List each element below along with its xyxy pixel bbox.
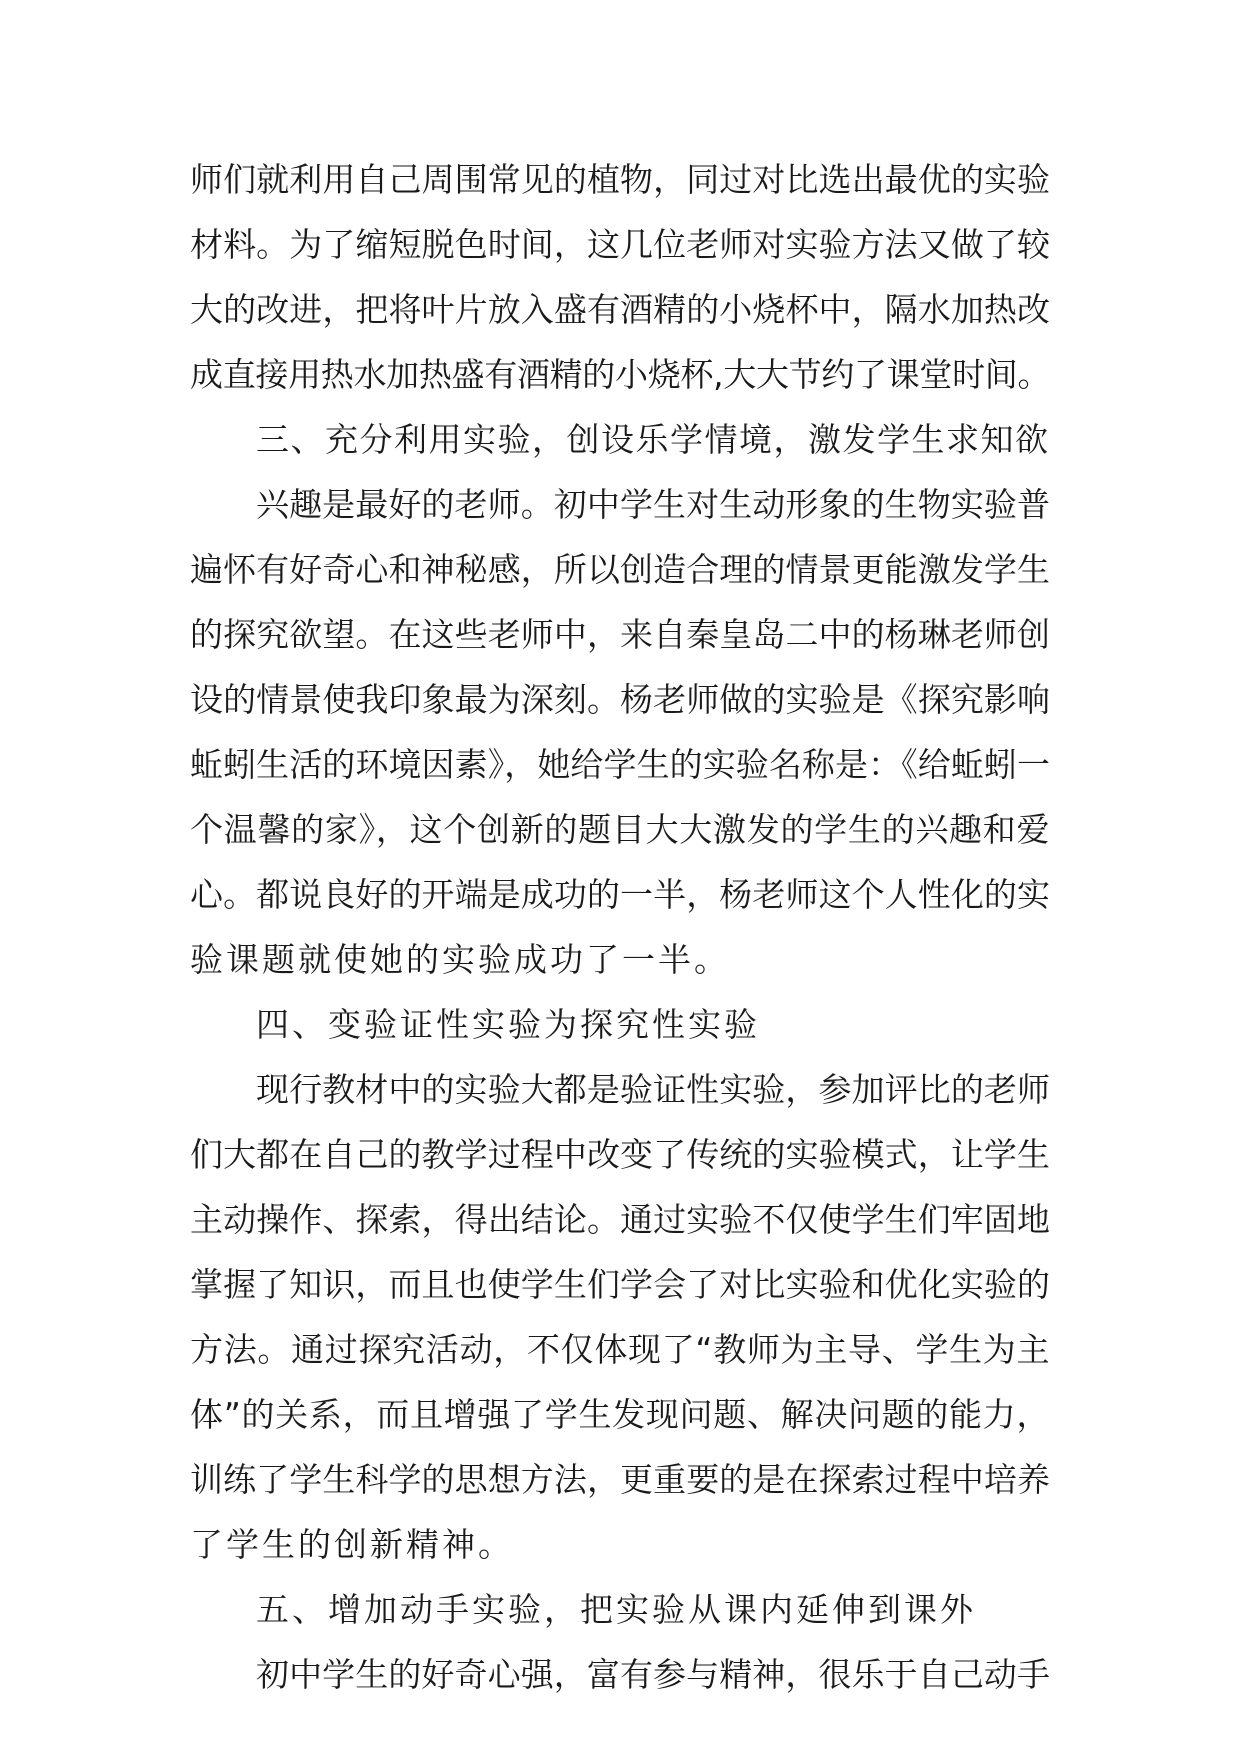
body-text-line: 们大都在自己的教学过程中改变了传统的实验模式，让学生: [190, 1135, 1050, 1174]
body-text-line: 掌握了知识，而且也使学生们学会了对比实验和优化实验的: [190, 1265, 1050, 1304]
section-heading-4: 四、变验证性实验为探究性实验: [256, 1005, 760, 1044]
body-text-line: 了学生的创新精神。: [190, 1525, 514, 1564]
body-text-line: 体”的关系，而且增强了学生发现问题、解决问题的能力，: [190, 1395, 1050, 1434]
body-text-line: 师们就利用自己周围常见的植物，同过对比选出最优的实验: [190, 160, 1050, 199]
body-text-line: 初中学生的好奇心强，富有参与精神，很乐于自己动手: [256, 1655, 1050, 1694]
body-text-line: 心。都说良好的开端是成功的一半，杨老师这个人性化的实: [190, 875, 1050, 914]
body-text-line: 成直接用热水加热盛有酒精的小烧杯,大大节约了课堂时间。: [190, 355, 1050, 394]
section-heading-3: 三、充分利用实验，创设乐学情境，激发学生求知欲: [256, 420, 1050, 459]
body-text-line: 的探究欲望。在这些老师中，来自秦皇岛二中的杨琳老师创: [190, 615, 1050, 654]
body-text-line: 方法。通过探究活动，不仅体现了“教师为主导、学生为主: [190, 1330, 1050, 1369]
body-text-line: 遍怀有好奇心和神秘感，所以创造合理的情景更能激发学生: [190, 550, 1050, 589]
body-text-line: 训练了学生科学的思想方法，更重要的是在探索过程中培养: [190, 1460, 1050, 1499]
body-text-line: 材料。为了缩短脱色时间，这几位老师对实验方法又做了较: [190, 225, 1050, 264]
body-text-line: 设的情景使我印象最为深刻。杨老师做的实验是《探究影响: [190, 680, 1050, 719]
body-text-line: 主动操作、探索，得出结论。通过实验不仅使学生们牢固地: [190, 1200, 1050, 1239]
body-text-line: 验课题就使她的实验成功了一半。: [190, 940, 730, 979]
body-text-line: 蚯蚓生活的环境因素》，她给学生的实验名称是：《给蚯蚓一: [190, 745, 1050, 784]
body-text-line: 个温馨的家》，这个创新的题目大大激发的学生的兴趣和爱: [190, 810, 1050, 849]
body-text-line: 兴趣是最好的老师。初中学生对生动形象的生物实验普: [256, 485, 1050, 524]
body-text-line: 现行教材中的实验大都是验证性实验，参加评比的老师: [256, 1070, 1050, 1109]
section-heading-5: 五、增加动手实验，把实验从课内延伸到课外: [256, 1590, 976, 1629]
body-text-line: 大的改进，把将叶片放入盛有酒精的小烧杯中，隔水加热改: [190, 290, 1050, 329]
